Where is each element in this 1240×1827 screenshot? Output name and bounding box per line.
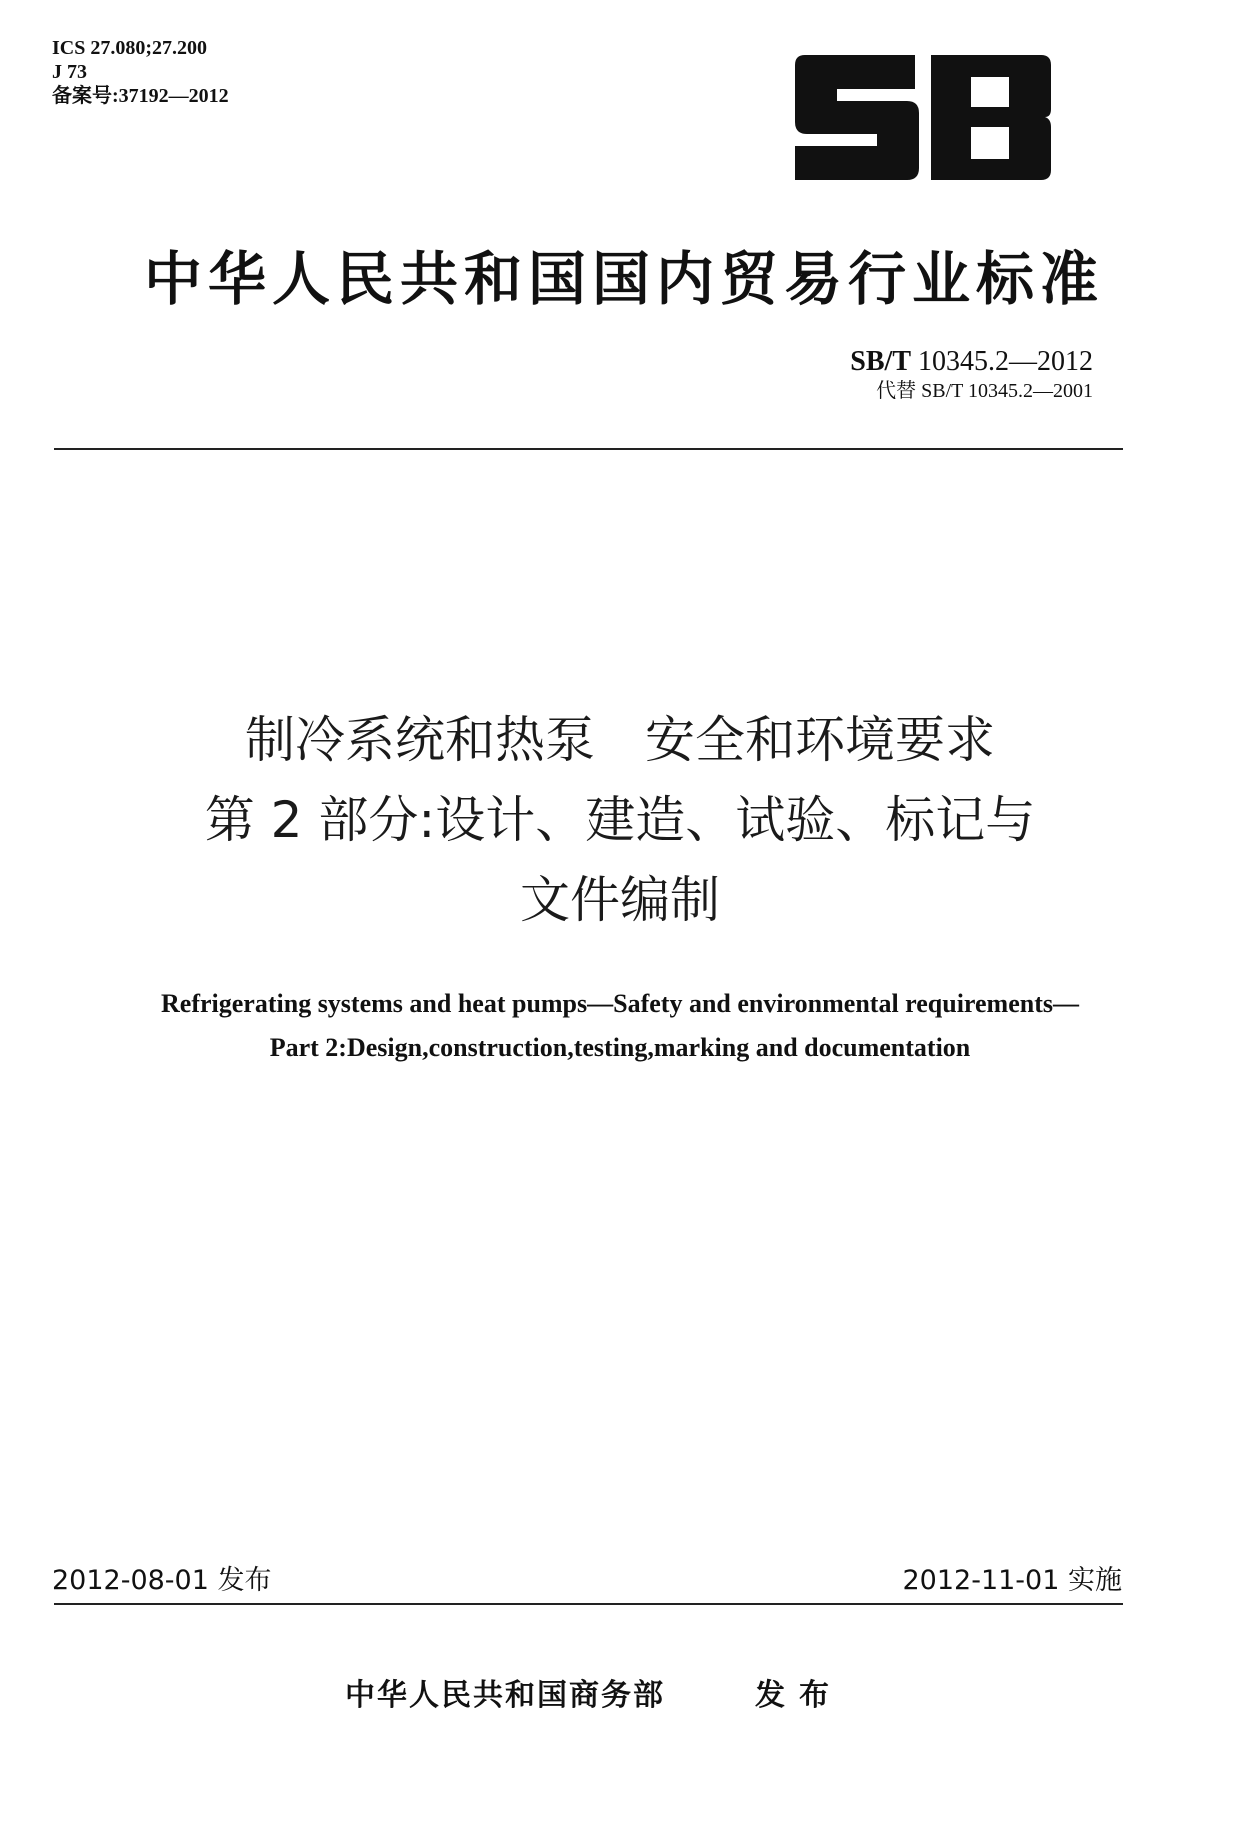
chinese-title-line-2: 第 2 部分:设计、建造、试验、标记与 xyxy=(204,791,1036,849)
ics-code: ICS 27.080;27.200 xyxy=(52,37,208,59)
sb-logo xyxy=(795,55,1051,180)
replaces-standard: 代替 SB/T 10345.2—2001 xyxy=(876,380,1093,402)
english-title xyxy=(0,982,1240,1070)
filing-number: 备案号:37192—2012 xyxy=(52,85,229,107)
ccs-code: J 73 xyxy=(52,61,87,83)
chinese-title xyxy=(0,700,1240,940)
standard-number xyxy=(850,345,1093,379)
standard-metadata xyxy=(52,36,229,108)
standard-prefix: SB/T xyxy=(850,346,911,377)
publisher-name: 中华人民共和国商务部 xyxy=(345,1678,665,1713)
english-title-line-1: Refrigerating systems and heat pumps—Safety and environmental requirements— xyxy=(161,989,1079,1018)
english-title-line-2: Part 2:Design,construction,testing,marking and documentation xyxy=(269,1033,971,1062)
issue-date: 2012-08-01 发布 xyxy=(52,1565,272,1596)
standard-number-block xyxy=(850,345,1093,403)
chinese-title-line-1: 制冷系统和热泵 安全和环境要求 xyxy=(245,711,995,769)
implementation-date: 2012-11-01 实施 xyxy=(902,1565,1122,1596)
standard-code: 10345.2—2012 xyxy=(911,346,1093,377)
footer-divider xyxy=(54,1603,1123,1605)
issuing-body-title: 中华人民共和国国内贸易行业标准 xyxy=(143,245,1104,313)
chinese-title-line-3: 文件编制 xyxy=(520,871,720,929)
publish-label: 发布 xyxy=(755,1678,843,1713)
header-divider xyxy=(54,448,1123,450)
